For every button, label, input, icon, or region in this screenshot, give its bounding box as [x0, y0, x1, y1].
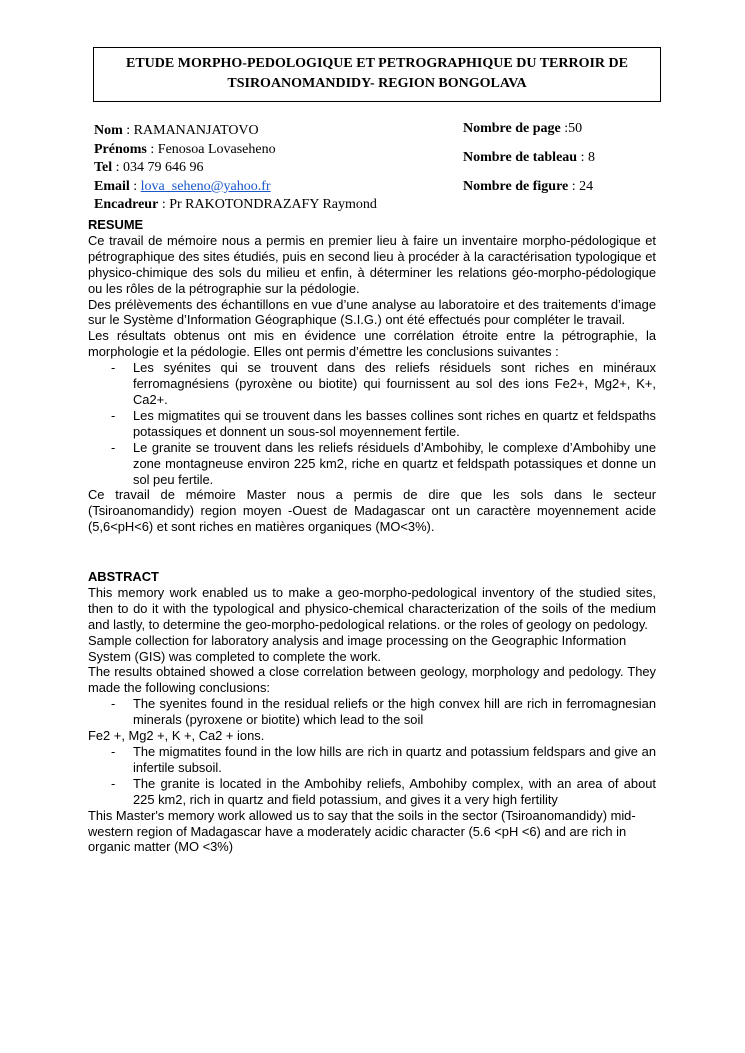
abstract-paragraph-2: Sample collection for laboratory analysis and image processing on the Geographic Information System (GIS) was completed to complete the work.	[88, 632, 627, 664]
tel-row: Tel : 034 79 646 96	[94, 160, 204, 176]
prenoms-label: Prénoms	[94, 141, 147, 157]
abstract-heading: ABSTRACT	[88, 569, 159, 584]
title-box	[93, 47, 661, 102]
abstract-conclusions-list-2	[88, 744, 656, 808]
list-item-text: The syenites found in the residual reliefs or the high convex hill are rich in ferromagnesian minerals (pyroxene or biotite) which lead to the soil	[133, 696, 656, 728]
resume-paragraph-4: Ce travail de mémoire Master nous a permis de dire que les sols dans le secteur (Tsiroanomandidy) region moyen -Ouest de Madagascar ont un caractère moyennement acide (5,6<pH<6) et sont riches en matières organiques (MO<3%).	[88, 487, 656, 535]
pages-label: Nombre de page	[463, 121, 561, 136]
bullet-dash: -	[111, 360, 116, 376]
list-item-text: Le granite se trouvent dans les reliefs résiduels d’Ambohiby, le complexe d’Ambohiby une zone montagneuse environ 225 km2, riche en quartz et feldspath potassiques et donne un sol peu fertile.	[133, 439, 656, 487]
list-item	[88, 776, 656, 808]
title-line-1: ETUDE MORPHO-PEDOLOGIQUE ET PETROGRAPHIQUE DU TERROIR DE	[126, 56, 628, 71]
abstract-section	[88, 569, 656, 855]
email-label: Email	[94, 178, 130, 194]
resume-section	[88, 217, 656, 535]
tableau-label: Nombre de tableau	[463, 150, 578, 165]
nom-label: Nom	[94, 123, 123, 138]
abstract-ions-line: Fe2 +, Mg2 +, K +, Ca2 + ions.	[88, 728, 265, 744]
resume-paragraph-1: Ce travail de mémoire nous a permis en premier lieu à faire un inventaire morpho-pédologique et pétrographique des sites étudiés, puis en second lieu à procéder à la caractérisation typologique et physico-chimique des sols du milieu et enfin, à déterminer les relations géo-morpho-pédologique ou les rôles de la pétrographie sur la pédologie.	[88, 232, 656, 296]
tel-label: Tel	[94, 160, 113, 176]
encadreur-row: Encadreur : Pr RAKOTONDRAZAFY Raymond	[94, 197, 377, 213]
resume-conclusions-list	[88, 360, 656, 487]
abstract-paragraph-1: This memory work enabled us to make a geo-morpho-pedological inventory of the studied sites, then to do it with the typological and physico-chemical characterization of the soils of the medium and lastly, to determine the geo-morpho-pedological relations. or the roles of geology on pedology.	[88, 584, 656, 632]
author-info	[94, 122, 454, 215]
email-link[interactable]: lova_seheno@yahoo.fr	[140, 178, 271, 194]
pages-row	[463, 120, 703, 149]
resume-paragraph-2: Des prélèvements des échantillons en vue d’une analyse au laboratoire et des traitements d’image sur le Système d’Information Géographique (S.I.G.) ont été effectués pour compléter le travail.	[88, 296, 656, 328]
email-row: Email : lova_seheno@yahoo.fr	[94, 178, 271, 194]
bullet-dash: -	[111, 439, 116, 455]
tableau-value: : 8	[580, 150, 595, 165]
prenoms-row: Prénoms : Fenosoa Lovaseheno	[94, 141, 276, 157]
encadreur-value: Pr RAKOTONDRAZAFY Raymond	[169, 197, 377, 213]
nom-row: Nom : RAMANANJATOVO	[94, 123, 259, 138]
list-item-text: Les syénites qui se trouvent dans des reliefs résiduels sont riches en minéraux ferromagnésiens (pyroxène ou biotite) qui fournissent au sol des ions Fe2+, Mg2+, K+, Ca2+.	[133, 360, 656, 407]
list-item	[88, 408, 656, 440]
abstract-conclusions-list-1	[88, 696, 656, 728]
list-item-text: Les migmatites qui se trouvent dans les basses collines sont riches en quartz et feldspaths potassiques et donnent un sous-sol moyennement fertile.	[133, 407, 656, 439]
bullet-dash: -	[111, 696, 116, 712]
resume-heading: RESUME	[88, 217, 144, 232]
figure-value: : 24	[571, 179, 594, 194]
figure-row	[463, 178, 703, 207]
bullet-dash: -	[111, 743, 116, 759]
tel-value: 034 79 646 96	[123, 160, 204, 176]
prenoms-value: Fenosoa Lovaseheno	[157, 141, 276, 157]
pages-value: :50	[564, 121, 583, 136]
encadreur-label: Encadreur	[94, 197, 159, 213]
list-item-text: The granite is located in the Ambohiby reliefs, Ambohiby complex, with an area of about 225 km2, rich in quartz and field potassium, and gives it a very high fertility	[133, 775, 656, 807]
tableau-row	[463, 149, 703, 178]
list-item	[88, 744, 656, 776]
document-stats	[463, 120, 703, 207]
bullet-dash: -	[111, 407, 116, 423]
abstract-paragraph-3: The results obtained showed a close correlation between geology, morphology and pedology. They made the following conclusions:	[88, 664, 656, 696]
nom-value: RAMANANJATOVO	[133, 123, 259, 138]
list-item	[88, 360, 656, 408]
resume-paragraph-3: Les résultats obtenus ont mis en évidence une corrélation étroite entre la pétrographie, la morphologie et la pédologie. Elles ont permis d’émettre les conclusions suivantes :	[88, 328, 656, 360]
list-item	[88, 440, 656, 488]
figure-label: Nombre de figure	[463, 179, 569, 194]
list-item	[88, 696, 656, 728]
list-item-text: The migmatites found in the low hills are rich in quartz and potassium feldspars and give an infertile subsoil.	[133, 743, 656, 775]
title-line-2: TSIROANOMANDIDY- REGION BONGOLAVA	[227, 76, 527, 91]
bullet-dash: -	[111, 775, 116, 791]
abstract-paragraph-4: This Master's memory work allowed us to say that the soils in the sector (Tsiroanomandidy) mid-western region of Madagascar have a moderately acidic character (5.6 <pH <6) and are rich in organic matter (MO <3%)	[88, 807, 636, 855]
